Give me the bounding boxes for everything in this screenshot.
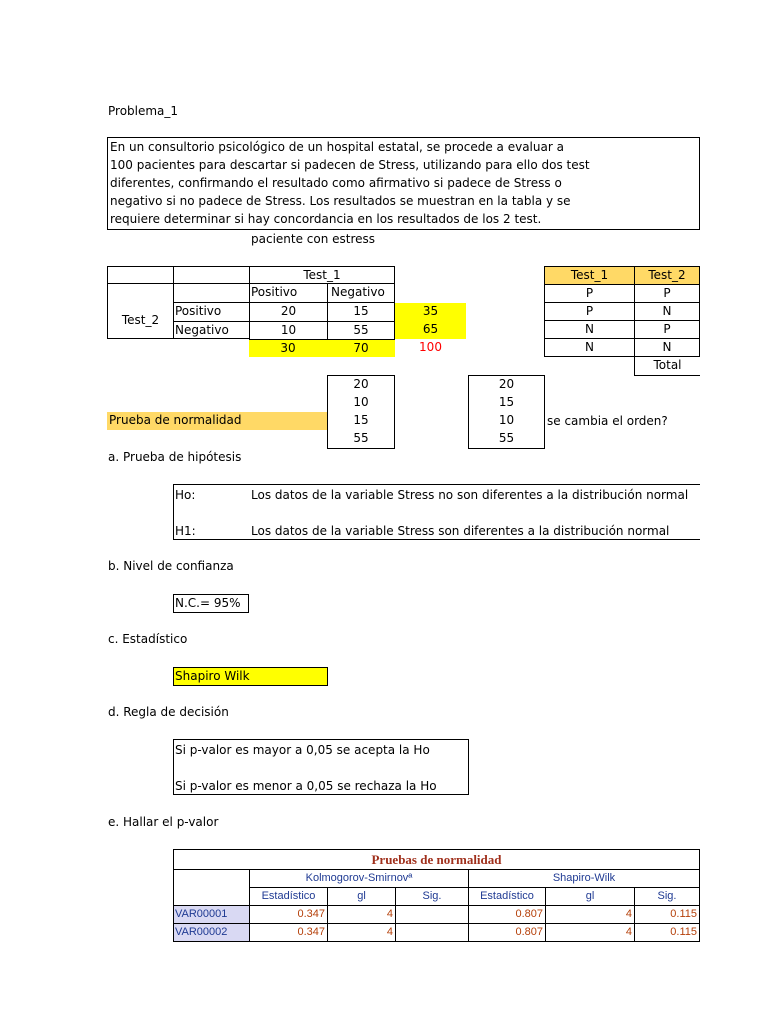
list-item: 10: [498, 413, 515, 427]
col-header: Test_1: [249, 266, 395, 284]
grand-total: 100: [419, 340, 442, 354]
spss-value: 0.115: [634, 905, 700, 923]
page-title: Problema_1: [108, 104, 179, 118]
pn-cell: N: [544, 339, 634, 357]
spss-col-header: gl: [545, 887, 634, 905]
spss-col-header: Sig.: [634, 887, 700, 905]
reorder-question: se cambia el orden?: [547, 414, 668, 428]
statistic-value: Shapiro Wilk: [175, 669, 250, 683]
row-label: Positivo: [173, 302, 249, 321]
spss-col-header: Estadístico: [468, 887, 545, 905]
spss-col-header: Estadístico: [249, 887, 327, 905]
decision-box: [173, 739, 469, 795]
spss-value: 0.807: [468, 905, 545, 923]
cell-value: 55: [327, 321, 395, 339]
values-list-2: [468, 375, 545, 449]
decision-rule: Si p-valor es menor a 0,05 se rechaza la Ho: [175, 779, 437, 793]
col-total: 70: [327, 339, 395, 357]
spss-value: 0.347: [249, 923, 327, 942]
section-e-title: e. Hallar el p-valor: [108, 815, 219, 829]
spss-value: [395, 923, 468, 942]
problem-line: diferentes, confirmando el resultado como afirmativo si padece de Stress o: [110, 176, 562, 190]
row-label: Negativo: [173, 321, 249, 339]
row-total: 35: [395, 303, 466, 321]
row-header: Test_2: [107, 302, 173, 339]
col-total: 30: [249, 339, 327, 357]
col-label: Negativo: [327, 284, 395, 302]
confidence-box: [173, 594, 249, 613]
spss-row-label: VAR00002: [173, 923, 249, 942]
h1-text: Los datos de la variable Stress son diferentes a la distribución normal: [251, 524, 670, 538]
list-item: 15: [498, 395, 515, 409]
h1-label: H1:: [175, 524, 196, 538]
problem-line: negativo si no padece de Stress. Los resultados se muestran en la tabla y se: [110, 194, 571, 208]
problem-line: En un consultorio psicológico de un hospital estatal, se procede a evaluar a: [110, 140, 564, 154]
problem-line: requiere determinar si hay concordancia en los resultados de los 2 test.: [110, 212, 542, 226]
subtitle: paciente con estress: [251, 232, 376, 246]
statistic-box: [173, 667, 328, 686]
row-total: 65: [395, 321, 466, 339]
pn-cell: N: [634, 339, 700, 357]
pn-header: Test_2: [634, 266, 700, 285]
confidence-value: N.C.= 95%: [175, 596, 241, 610]
spss-title: Pruebas de normalidad: [173, 849, 700, 869]
list-item: 55: [353, 431, 369, 445]
ho-text: Los datos de la variable Stress no son diferentes a la distribución normal: [251, 488, 689, 502]
values-list-1: [327, 375, 395, 449]
list-item: 15: [353, 413, 369, 427]
col-label: Positivo: [249, 284, 327, 302]
spss-value: 0.347: [249, 905, 327, 923]
spss-value: 4: [327, 923, 395, 942]
spss-row-label: VAR00001: [173, 905, 249, 923]
section-d-title: d. Regla de decisión: [108, 705, 229, 719]
pn-header: Test_1: [544, 266, 634, 285]
cell-value: 15: [327, 302, 395, 321]
list-item: 55: [498, 431, 515, 445]
list-item: 10: [353, 395, 369, 409]
pn-cell: P: [634, 285, 700, 303]
spss-value: [395, 905, 468, 923]
section-b-title: b. Nivel de confianza: [108, 559, 234, 573]
spss-group-header: Kolmogorov-Smirnovª: [249, 869, 468, 887]
problem-line: 100 pacientes para descartar si padecen de Stress, utilizando para ello dos test: [110, 158, 590, 172]
ho-label: Ho:: [175, 488, 196, 502]
pn-total-label: Total: [634, 357, 700, 376]
spss-value: 0.807: [468, 923, 545, 942]
spss-group-header: Shapiro-Wilk: [468, 869, 700, 887]
spss-value: 4: [545, 923, 634, 942]
spss-col-header: Sig.: [395, 887, 468, 905]
list-item: 20: [498, 377, 515, 391]
section-a-title: a. Prueba de hipótesis: [108, 450, 242, 464]
pn-cell: N: [634, 303, 700, 321]
problem-box: [107, 137, 700, 230]
pn-cell: P: [634, 321, 700, 339]
hypothesis-box: [173, 484, 700, 540]
list-item: 20: [353, 377, 369, 391]
spss-value: 4: [545, 905, 634, 923]
decision-rule: Si p-valor es mayor a 0,05 se acepta la Ho: [175, 743, 430, 757]
pn-cell: P: [544, 285, 634, 303]
spss-col-header: gl: [327, 887, 395, 905]
normality-label: Prueba de normalidad: [107, 412, 328, 430]
pn-cell: P: [544, 303, 634, 321]
cell-value: 20: [249, 302, 327, 321]
pn-cell: N: [544, 321, 634, 339]
spss-value: 0.115: [634, 923, 700, 942]
cell-value: 10: [249, 321, 327, 339]
spss-value: 4: [327, 905, 395, 923]
section-c-title: c. Estadístico: [108, 632, 188, 646]
